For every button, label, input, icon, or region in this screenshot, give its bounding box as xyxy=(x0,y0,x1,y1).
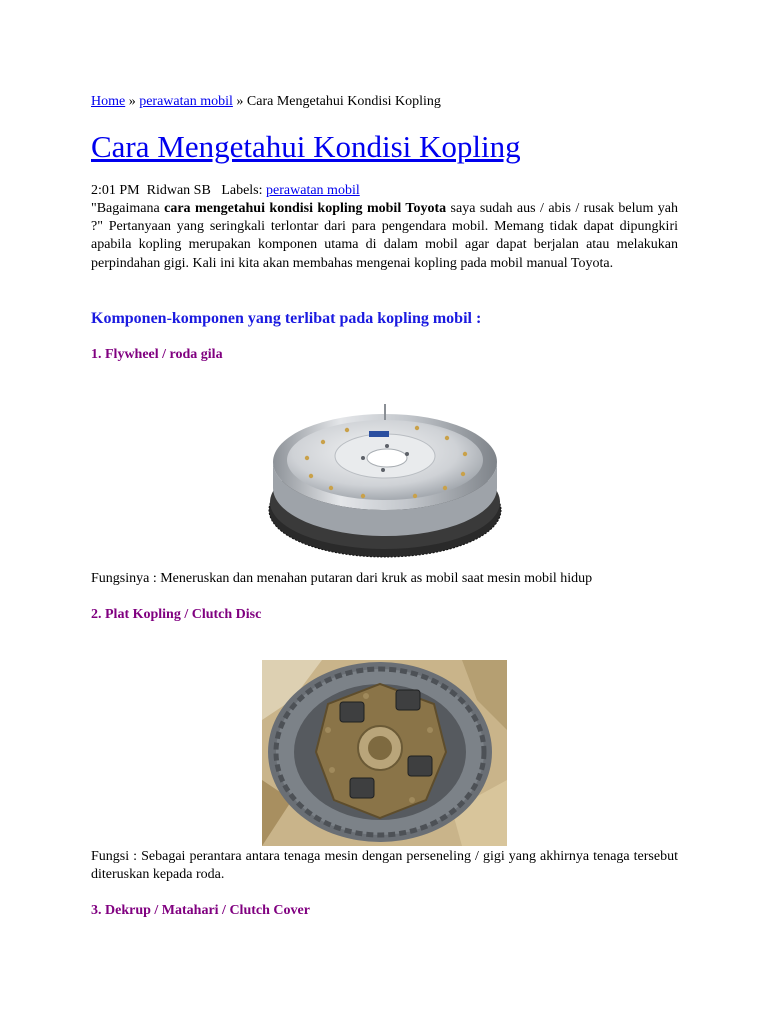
page-title-link[interactable]: Cara Mengetahui Kondisi Kopling xyxy=(91,129,521,164)
component-description-clutch-disc: Fungsi : Sebagai perantara antara tenaga mesin dengan perseneling / gigi yang akhirnya tenaga tersebut diteruskan kepada roda. xyxy=(91,849,678,883)
intro-after: saya sudah aus / abis / rusak belum yah ?" Pertanyaan yang seringkali terlontar dari para pengendara mobil. Memang tidak dapat dipungkiri apabila kopling merupakan komponen utama di dalam mobil agar dapat berjalan atau melakukan perpindahan gigi. Kali ini kita akan membahas mengenai kopling pada mobil manual Toyota. xyxy=(91,201,679,271)
breadcrumb-category-link[interactable]: perawatan mobil xyxy=(139,94,233,109)
breadcrumb-separator: » xyxy=(232,94,247,109)
component-heading-clutch-cover: 3. Dekrup / Matahari / Clutch Cover xyxy=(91,903,310,918)
intro-before: "Bagaimana xyxy=(91,201,165,216)
labels-prefix: Labels: xyxy=(221,183,263,198)
post-time: 2:01 PM xyxy=(91,183,140,198)
post-meta xyxy=(91,182,360,200)
breadcrumb-home-link[interactable]: Home xyxy=(91,94,126,109)
breadcrumb xyxy=(91,93,441,111)
breadcrumb-current: Cara Mengetahui Kondisi Kopling xyxy=(246,94,441,109)
clutch-disc-image xyxy=(262,660,507,846)
flywheel-image xyxy=(267,402,503,560)
intro-paragraph xyxy=(91,200,678,273)
page-title xyxy=(91,128,521,166)
breadcrumb-separator: » xyxy=(125,94,140,109)
component-description-flywheel: Fungsinya : Meneruskan dan menahan putaran dari kruk as mobil saat mesin mobil hidup xyxy=(91,571,593,586)
component-heading-clutch-disc: 2. Plat Kopling / Clutch Disc xyxy=(91,607,262,622)
post-author: Ridwan SB xyxy=(146,183,211,198)
label-link[interactable]: perawatan mobil xyxy=(266,183,360,198)
component-heading-flywheel: 1. Flywheel / roda gila xyxy=(91,347,223,362)
section-heading: Komponen-komponen yang terlibat pada kopling mobil : xyxy=(91,310,482,327)
intro-bold: cara mengetahui kondisi kopling mobil Toyota xyxy=(164,201,447,216)
